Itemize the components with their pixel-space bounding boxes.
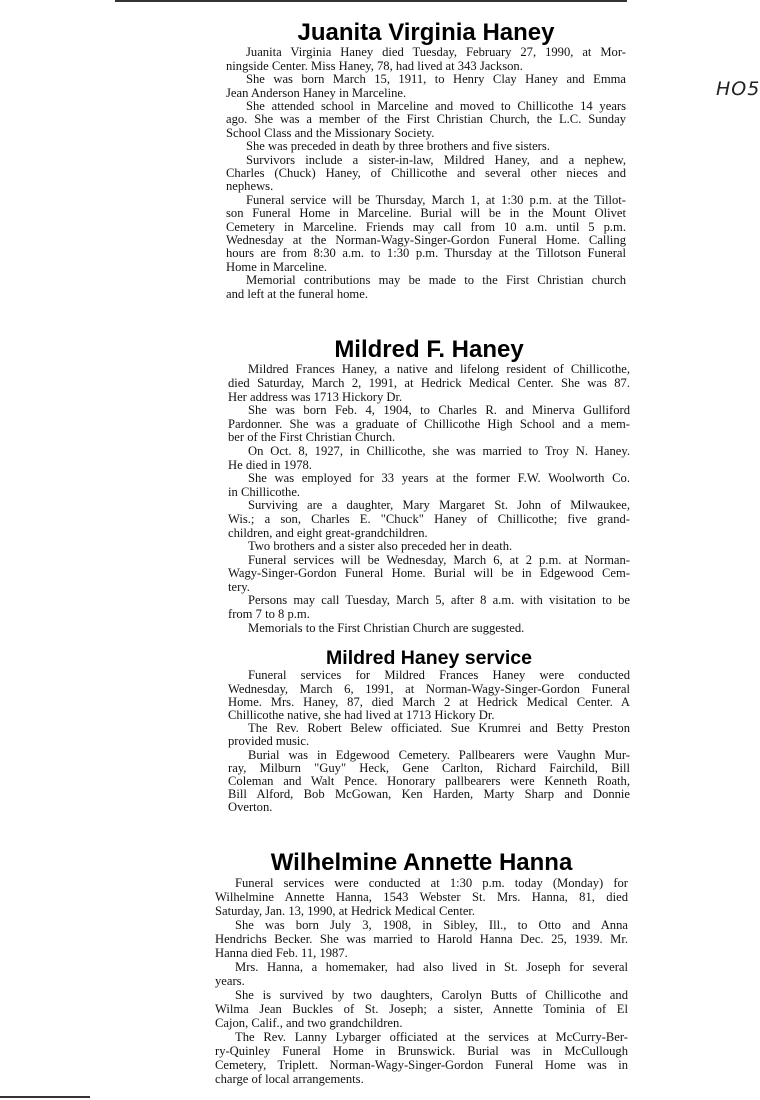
- paragraph: [215, 876, 628, 918]
- text-line: Memorial contributions may be made to the First Christian church: [246, 273, 626, 288]
- paragraph: [215, 918, 628, 960]
- text-line: Funeral services were conducted at 1:30 p.m. today (Monday) for: [235, 876, 628, 891]
- paragraph: [226, 46, 626, 73]
- obituary-title: Mildred F. Haney: [334, 336, 524, 363]
- text-line: She was born March 15, 1911, to Henry Clay Haney and Emma: [246, 72, 626, 87]
- obituary-title: Mildred Haney service: [326, 647, 532, 669]
- text-line: nephews.: [226, 179, 274, 194]
- text-line: Overton.: [228, 800, 273, 815]
- text-line: Memorials to the First Christian Church are suggested.: [248, 620, 525, 635]
- text-line: tery.: [228, 579, 250, 594]
- paragraph: [226, 73, 626, 100]
- paragraph: [228, 594, 630, 621]
- text-line: Wis.; a son, Charles E. "Chuck" Haney of Chillicothe; five grand-: [228, 511, 630, 526]
- text-line: ry-Quinley Funeral Home in Brunswick. Burial was in McCullough: [215, 1044, 628, 1059]
- text-line: Surviving are a daughter, Mary Margaret St. John of Milwaukee,: [248, 498, 630, 513]
- text-line: provided music.: [228, 734, 310, 749]
- obituary-title: Juanita Virginia Haney: [297, 19, 555, 46]
- text-line: Funeral services for Mildred Frances Haney were conducted: [248, 668, 630, 683]
- text-line: Cajon, Calif., and two grandchildren.: [215, 1016, 403, 1031]
- text-line: Burial was in Edgewood Cemetery. Pallbearers were Vaughn Mur-: [248, 747, 630, 762]
- text-line: Juanita Virginia Haney died Tuesday, February 27, 1990, at Mor-: [246, 45, 626, 60]
- text-line: ningside Center. Miss Haney, 78, had lived at 343 Jackson.: [226, 58, 523, 73]
- text-line: On Oct. 8, 1927, in Chillicothe, she was married to Troy N. Haney.: [248, 443, 630, 458]
- text-line: She is survived by two daughters, Carolyn Butts of Chillicothe and: [235, 988, 628, 1003]
- paragraph: [228, 404, 630, 445]
- text-line: Wilhelmine Annette Hanna, 1543 Webster St. Mrs. Hanna, 81, died: [215, 890, 628, 905]
- text-line: Persons may call Tuesday, March 5, after 8 a.m. with visitation to be: [248, 593, 630, 608]
- text-line: She was employed for 33 years at the former F.W. Woolworth Co.: [248, 471, 630, 486]
- text-line: Her address was 1713 Hickory Dr.: [228, 389, 403, 404]
- paragraph: [226, 194, 626, 274]
- text-line: Funeral services will be Wednesday, March 6, at 2 p.m. at Norman-: [248, 552, 630, 567]
- text-line: Wednesday, March 6, 1991, at Norman-Wagy-Singer-Gordon Funeral: [228, 681, 630, 696]
- paragraph: [228, 669, 630, 722]
- paragraph: [215, 1030, 628, 1086]
- text-line: Hanna died Feb. 11, 1987.: [215, 946, 348, 961]
- paragraph: [226, 274, 626, 301]
- obituary-mildred-f-haney: [228, 337, 630, 635]
- text-line: Mrs. Hanna, a homemaker, had also lived in St. Joseph for several: [235, 960, 628, 975]
- text-line: years.: [215, 974, 245, 989]
- paragraph: [226, 154, 626, 194]
- paragraph: [226, 140, 626, 153]
- text-line: Wednesday at the Norman-Wagy-Singer-Gordon Funeral Home. Calling: [226, 233, 626, 248]
- paragraph: [228, 722, 630, 748]
- text-line: and left at the funeral home.: [226, 286, 368, 301]
- text-line: Jean Anderson Haney in Marceline.: [226, 85, 407, 100]
- text-line: She attended school in Marceline and moved to Chillicothe 14 years: [246, 99, 626, 114]
- text-line: ber of the First Christian Church.: [228, 430, 396, 445]
- text-line: Chillicothe native, she had lived at 1713 Hickory Dr.: [228, 708, 495, 723]
- obituary-mildred-haney-service: [228, 648, 630, 815]
- paragraph: [228, 445, 630, 472]
- text-line: Coleman and Walt Pence. Honorary pallbearers were Kenneth Roath,: [228, 774, 630, 789]
- text-line: Home. Mrs. Haney, 87, died March 2 at Hedrick Medical Center. A: [228, 694, 630, 709]
- text-line: School Class and the Missionary Society.: [226, 125, 435, 140]
- paragraph: [228, 499, 630, 540]
- obituary-juanita-virginia-haney: [226, 20, 626, 301]
- obituary-title: Wilhelmine Annette Hanna: [270, 849, 573, 876]
- text-line: son Funeral Home in Marceline. Burial will be in the Mount Olivet: [226, 206, 626, 221]
- paragraph: [215, 988, 628, 1030]
- text-line: Wagy-Singer-Gordon Funeral Home. Burial will be in Edgewood Cem-: [228, 566, 630, 581]
- paragraph: [228, 622, 630, 636]
- text-line: He died in 1978.: [228, 457, 312, 472]
- text-line: in Chillicothe.: [228, 484, 301, 499]
- handwritten-margin-note: HO5: [716, 78, 760, 100]
- text-line: Survivors include a sister-in-law, Mildred Haney, and a nephew,: [246, 152, 626, 167]
- text-line: She was born July 3, 1908, in Sibley, Ill., to Otto and Anna: [235, 918, 628, 933]
- paragraph: [228, 472, 630, 499]
- paragraph: [228, 363, 630, 404]
- text-line: She was preceded in death by three brothers and five sisters.: [246, 139, 550, 154]
- text-line: Hendrichs Becker. She was married to Harold Hanna Dec. 25, 1939. Mr.: [215, 932, 628, 947]
- text-line: ago. She was a member of the First Christian Church, the L.C. Sunday: [226, 112, 626, 127]
- text-line: from 7 to 8 p.m.: [228, 607, 310, 622]
- text-line: Home in Marceline.: [226, 259, 328, 274]
- text-line: Two brothers and a sister also preceded her in death.: [248, 539, 513, 554]
- text-line: She was born Feb. 4, 1904, to Charles R. and Minerva Gulliford: [248, 403, 630, 418]
- text-line: The Rev. Lanny Lybarger officiated at the services at McCurry-Ber-: [235, 1030, 628, 1045]
- text-line: children, and eight great-grandchildren.: [228, 525, 428, 540]
- text-line: Funeral service will be Thursday, March 1, at 1:30 p.m. at the Tillot-: [246, 192, 626, 207]
- paragraph: [228, 749, 630, 815]
- text-line: hours are from 8:30 a.m. to 1:30 p.m. Thursday at the Tillotson Funeral: [226, 246, 626, 261]
- text-line: Cemetery in Marceline. Friends may call from 10 a.m. until 5 p.m.: [226, 219, 626, 234]
- paragraph: [228, 554, 630, 595]
- text-line: Saturday, Jan. 13, 1990, at Hedrick Medical Center.: [215, 904, 476, 919]
- text-line: ray, Milburn "Guy" Heck, Gene Carlton, Richard Fairchild, Bill: [228, 760, 630, 775]
- text-line: Cemetery, Triplett. Norman-Wagy-Singer-Gordon Funeral Home was in: [215, 1058, 628, 1073]
- paragraph: [228, 540, 630, 554]
- text-line: Pardonner. She was a graduate of Chillicothe High School and a mem-: [228, 416, 630, 431]
- obituary-wilhelmine-annette-hanna: [215, 850, 628, 1086]
- text-line: Charles (Chuck) Haney, of Chillicothe and several other nieces and: [226, 166, 626, 181]
- paragraph: [215, 960, 628, 988]
- text-line: Bill Alford, Bob McGowan, Ken Harden, Marty Sharp and Donnie: [228, 787, 630, 802]
- text-line: Mildred Frances Haney, a native and lifelong resident of Chillicothe,: [248, 362, 630, 377]
- bottom-rule: [0, 1096, 90, 1098]
- text-line: Wilma Jean Buckles of St. Joseph; a sister, Annette Tominia of El: [215, 1002, 628, 1017]
- paragraph: [226, 100, 626, 140]
- text-line: died Saturday, March 2, 1991, at Hedrick Medical Center. She was 87.: [228, 375, 630, 390]
- top-rule: [115, 0, 627, 2]
- text-line: The Rev. Robert Belew officiated. Sue Krumrei and Betty Preston: [248, 721, 630, 736]
- text-line: charge of local arrangements.: [215, 1072, 364, 1087]
